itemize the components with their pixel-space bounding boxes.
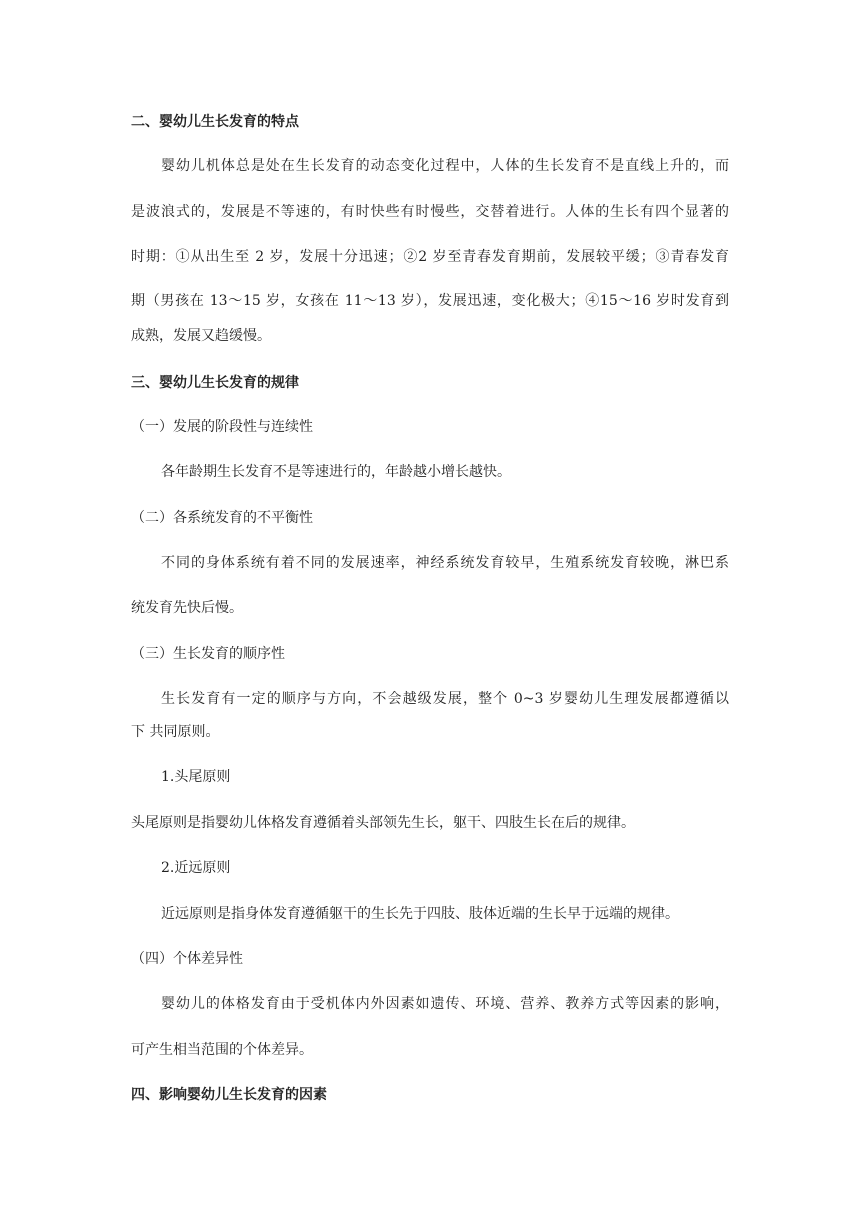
subsection-heading: （一）发展的阶段性与连续性 — [131, 419, 313, 435]
paragraph-line: 婴幼儿机体总是处在生长发育的动态变化过程中，人体的生长发育不是直线上升的，而 — [161, 158, 729, 174]
subsection-heading: （二）各系统发育的不平衡性 — [131, 510, 313, 526]
list-item-heading: 1.头尾原则 — [161, 769, 231, 785]
subsection-heading: （三）生长发育的顺序性 — [131, 646, 285, 662]
paragraph-line: 近远原则是指身体发育遵循躯干的生长先于四肢、肢体近端的生长早于远端的规律。 — [161, 906, 679, 922]
subsection-heading: （四）个体差异性 — [131, 951, 243, 967]
paragraph-line: 统发育先快后慢。 — [131, 600, 243, 616]
paragraph-line: 期（男孩在 13～15 岁，女孩在 11～13 岁），发展迅速，变化极大；④15～16 岁时发育到 — [131, 293, 729, 309]
paragraph-line: 可产生相当范围的个体差异。 — [131, 1042, 313, 1058]
paragraph-line: 头尾原则是指婴幼儿体格发育遵循着头部领先生长，躯干、四肢生长在后的规律。 — [131, 815, 635, 831]
section-heading-3: 三、婴幼儿生长发育的规律 — [131, 375, 299, 391]
section-heading-2: 二、婴幼儿生长发育的特点 — [131, 114, 299, 130]
paragraph-line: 时期：①从出生至 2 岁，发展十分迅速；②2 岁至青春发育期前，发展较平缓；③青春发育 — [131, 249, 729, 265]
paragraph-line: 婴幼儿的体格发育由于受机体内外因素如遗传、环境、营养、教养方式等因素的影响， — [161, 996, 729, 1012]
paragraph-line: 下 共同原则。 — [131, 724, 220, 740]
paragraph-line: 各年龄期生长发育不是等速进行的，年龄越小增长越快。 — [161, 464, 511, 480]
paragraph-line: 成熟，发展又趋缓慢。 — [131, 328, 271, 344]
paragraph-line: 生长发育有一定的顺序与方向，不会越级发展，整个 0~3 岁婴幼儿生理发展都遵循以 — [161, 691, 729, 707]
section-heading-4: 四、影响婴幼儿生长发育的因素 — [131, 1087, 327, 1103]
paragraph-line: 不同的身体系统有着不同的发展速率，神经系统发育较早，生殖系统发育较晚，淋巴系 — [161, 555, 729, 571]
list-item-heading: 2.近远原则 — [161, 860, 231, 876]
paragraph-line: 是波浪式的，发展是不等速的，有时快些有时慢些，交替着进行。人体的生长有四个显著的 — [131, 204, 729, 220]
